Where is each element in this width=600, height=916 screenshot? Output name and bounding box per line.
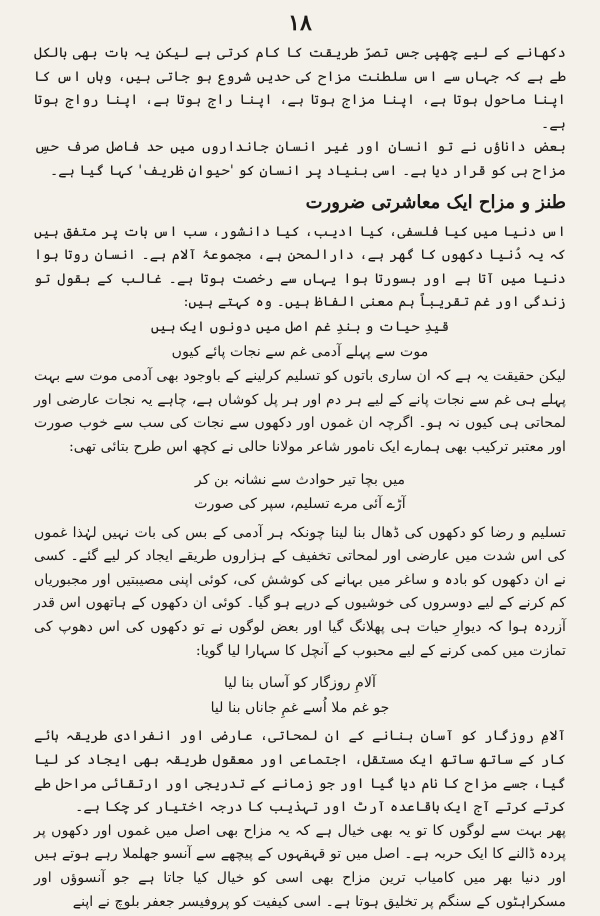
verse-line: قیدِ حیات و بندِ غم اصل میں دونوں ایک ہیں [150,318,450,335]
verse-line: میں بچا تیر حوادث سے نشانہ بن کر [194,471,406,488]
paragraph: دکھانے کے لیے چھپی جس تصرّ طریقت کا کام کرتی ہے لیکن یہ بات بھی بالکل طے ہے کہ جہاں سے اس سلطنت مزاح کی حدیں شروع ہو جاتی ہیں، وہاں اس کا اپنا ماحول ہوتا ہے، اپنا مزاج ہوتا ہے، اپنا راج ہوتا ہے، اپنا رواج ہوتا ہے۔ [34,45,566,132]
section-heading: طنز و مزاح ایک معاشرتی ضرورت [305,191,566,213]
paragraph: آلامِ روزگار کو آسان بنانے کے ان لمحاتی، عارضی اور انفرادی طریقہ ہائے کار کے ساتھ ساتھ ایک مستقل، اجتماعی اور معقول طریقہ بھی ایجاد کر لیا گیا، جسے مزاح کا نام دیا گیا اور جو زمانے کے تدریجی اور ارتقائی مراحل طے کرتے کرتے آج ایک باقاعدہ آرٹ اور تہذیب کا درجہ اختیار کر چکا ہے۔ [34,728,566,816]
paragraph: بعض داناؤں نے تو انسان اور غیر انسان جانداروں میں حد فاصل صرف حسِ مزاح ہی کو قرار دیا ہے۔ اسی بنیاد پر انسان کو 'حیوانِ ظریف' کہا گیا ہے۔ [34,139,566,179]
verse-line: آڑے آئی مرے تسلیم، سپر کی صورت [194,496,406,513]
spacer [34,663,566,671]
verse-line: جو غم ملا اُسے غمِ جاناں بنا لیا [210,699,390,716]
paragraph: اس دنیا میں کیا فلسفی، کیا ادیب، کیا دانشور، سب اس بات پر متفق ہیں کہ یہ دُنیا دکھوں کا گھر ہے، دارالمحن ہے، مجموعۂ آلام ہے۔ انسان روتا ہوا دنیا میں آتا ہے اور بسورتا ہوا یہاں سے رخصت ہوتا ہے۔ غالب کے بقول تو زندگی اور غم تقریباً ہم معنی الفاظ ہیں۔ وہ کہتے ہیں: [34,223,566,311]
paragraph: لیکن حقیقت یہ ہے کہ ان ساری باتوں کو تسلیم کرلینے کے باوجود بھی آدمی موت سے بہت پہلے ہی غم سے نجات پانے کے لیے ہر دم اور ہر پل کوشاں ہے، چاہے یہ نجات عارضی اور لمحاتی ہی کیوں نہ ہو۔ اگرچہ ان غموں اور دکھوں سے نجات کی سب سے خوب صورت اور معتبر ترکیب بھی ہمارے ایک نامور شاعر مولانا حالی نے کچھ اس طرح بتائی تھی: [34,368,566,455]
paragraph: تسلیم و رضا کو دکھوں کی ڈھال بنا لینا چونکہ ہر آدمی کے بس کی بات نہیں لہٰذا غموں کی اس شدت میں عارضی اور لمحاتی تخفیف کے ہزاروں طریقے ایجاد کر لیے گئے۔ کسی نے ان دکھوں کو بادہ و ساغر میں بہانے کی کوشش کی، کوئی اپنی مصیبتیں اور مجبوریاں کم کرنے کے لیے دوسروں کی خوشیوں کے درپے ہو گیا۔ کوئی ان دکھوں کے ہاتھوں اس قدر آزردہ ہوا کہ دیوارِ حیات ہی پھلانگ گیا اور بعض لوگوں نے تو دکھوں کی اس دھوپ کی تمازت میں کمی کرنے کے لیے محبوب کے آنچل کا سہارا لیا گویا: [34,524,566,659]
spacer [34,460,566,468]
page-number: ۱۸ [288,10,312,36]
verse-line: موت سے پہلے آدمی غم سے نجات پائے کیوں [171,343,429,360]
paragraph: پھر بہت سے لوگوں کا تو یہ بھی خیال ہے کہ یہ مزاح بھی اصل میں غموں اور دکھوں پر پردہ ڈالنے کا ایک حربہ ہے۔ اصل میں تو قہقہوں کے پیچھے سے آنسو جھلملا رہے ہوتے ہیں اور دنیا بھر میں کامیاب ترین مزاح بھی اسی کو خیال کیا جاتا ہے جو آنسوؤں اور مسکراہٹوں کے سنگم پر تخلیق ہوتا ہے۔ اسی کیفیت کو پروفیسر جعفر بلوچ نے اپنے [34,822,566,910]
verse-line: آلامِ روزگار کو آساں بنا لیا [224,675,376,692]
page-body [34,42,566,914]
